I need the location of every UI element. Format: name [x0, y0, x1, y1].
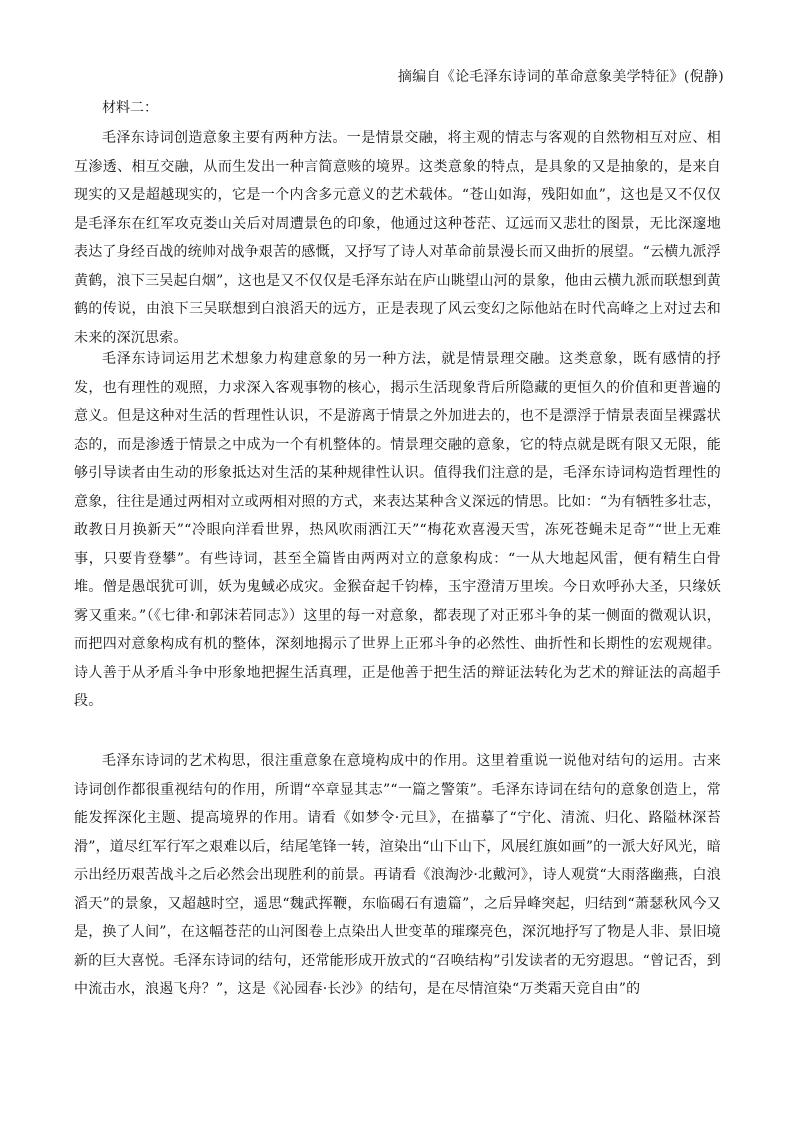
source-citation: 摘编自《论毛泽东诗词的革命意象美学特征》(倪静) — [397, 69, 724, 85]
paragraph-1: 毛泽东诗词创造意象主要有两种方法。一是情景交融，将主观的情志与客观的自然物相互对应、相互渗透、相互交融，从而生发出一种言简意赅的境界。这类意象的特点，是具象的又是抽象的，是来自现实的又是超越现实的，它是一个内含多元意义的艺术载体。“苍山如海，残阳如血”，这也是又不仅仅是毛泽东在红军攻克娄山关后对周遭景色的印象，他通过这种苍茫、辽远而又悲壮的图景，无比深邃地表达了身经百战的统帅对战争艰苦的感慨，又抒写了诗人对革命前景漫长而又曲折的展望。“云横九派浮黄鹤，浪下三吴起白烟”，这也是又不仅仅是毛泽东站在庐山眺望山河的景象，他由云横九派而联想到黄鹤的传说，由浪下三吴联想到白浪滔天的远方，正是表现了风云变幻之际他站在时代高峰之上对过去和未来的深沉思索。 — [74, 130, 721, 346]
paragraph-2: 毛泽东诗词运用艺术想象力构建意象的另一种方法，就是情景理交融。这类意象，既有感情的抒发，也有理性的观照，力求深入客观事物的核心，揭示生活现象背后所隐藏的更恒久的价值和更普遍的意义。但是这种对生活的哲理性认识，不是游离于情景之外加进去的，也不是漂浮于情景表面呈裸露状态的，而是渗透于情景之中成为一个有机整体的。情景理交融的意象，它的特点就是既有限又无限，能够引导读者由生动的形象抵达对生活的某种规律性认识。值得我们注意的是，毛泽东诗词构造哲理性的意象，往往是通过两相对立或两相对照的方式，来表达某种含义深远的情思。比如：“为有牺牲多壮志，敢教日月换新天”“冷眼向洋看世界，热风吹雨洒江天”“梅花欢喜漫天雪，冻死苍蝇未足奇”“世上无难事，只要肯登攀”。有些诗词，甚至全篇皆由两两对立的意象构成：“一从大地起风雷，便有精生白骨堆。僧是愚氓犹可训，妖为鬼蜮必成灾。金猴奋起千钧棒，玉宇澄清万里埃。今日欢呼孙大圣，只缘妖雾又重来。”（《七律·和郭沫若同志》）这里的每一对意象，都表现了对正邪斗争的某一侧面的微观认识，而把四对意象构成有机的整体，深刻地揭示了世界上正邪斗争的必然性、曲折性和长期性的宏观规律。诗人善于从矛盾斗争中形象地把握生活真理，正是他善于把生活的辩证法转化为艺术的辩证法的高超手段。 — [74, 351, 721, 709]
paragraph-3: 毛泽东诗词的艺术构思，很注重意象在意境构成中的作用。这里着重说一说他对结句的运用。古来诗词创作都很重视结句的作用，所谓“卒章显其志”“一篇之警策”。毛泽东诗词在结句的意象创造上，常能发挥深化主题、提高境界的作用。请看《如梦令·元旦》，在描摹了“宁化、清流、归化、路隘林深苔滑”，道尽红军行军之艰难以后，结尾笔锋一转，渲染出“山下山下，风展红旗如画”的一派大好风光，暗示出经历艰苦战斗之后必然会出现胜利的前景。再请看《浪淘沙·北戴河》，诗人观赏“大雨落幽燕，白浪滔天”的景象，又超越时空，遥思“魏武挥鞭，东临碣石有遗篇”，之后异峰突起，归结到“萧瑟秋风今又是，换了人间”，在这幅苍茫的山河图卷上点染出人世变革的璀璨亮色，深沉地抒写了物是人非、景旧境新的巨大喜悦。毛泽东诗词的结句，还常能形成开放式的“召唤结构”引发读者的无穷遐思。“曾记否，到中流击水，浪遏飞舟？”，这是《沁园春·长沙》的结句，是在尽情渲染“万类霜天竞自由”的 — [74, 753, 721, 997]
section-label: 材料二： — [102, 100, 158, 116]
